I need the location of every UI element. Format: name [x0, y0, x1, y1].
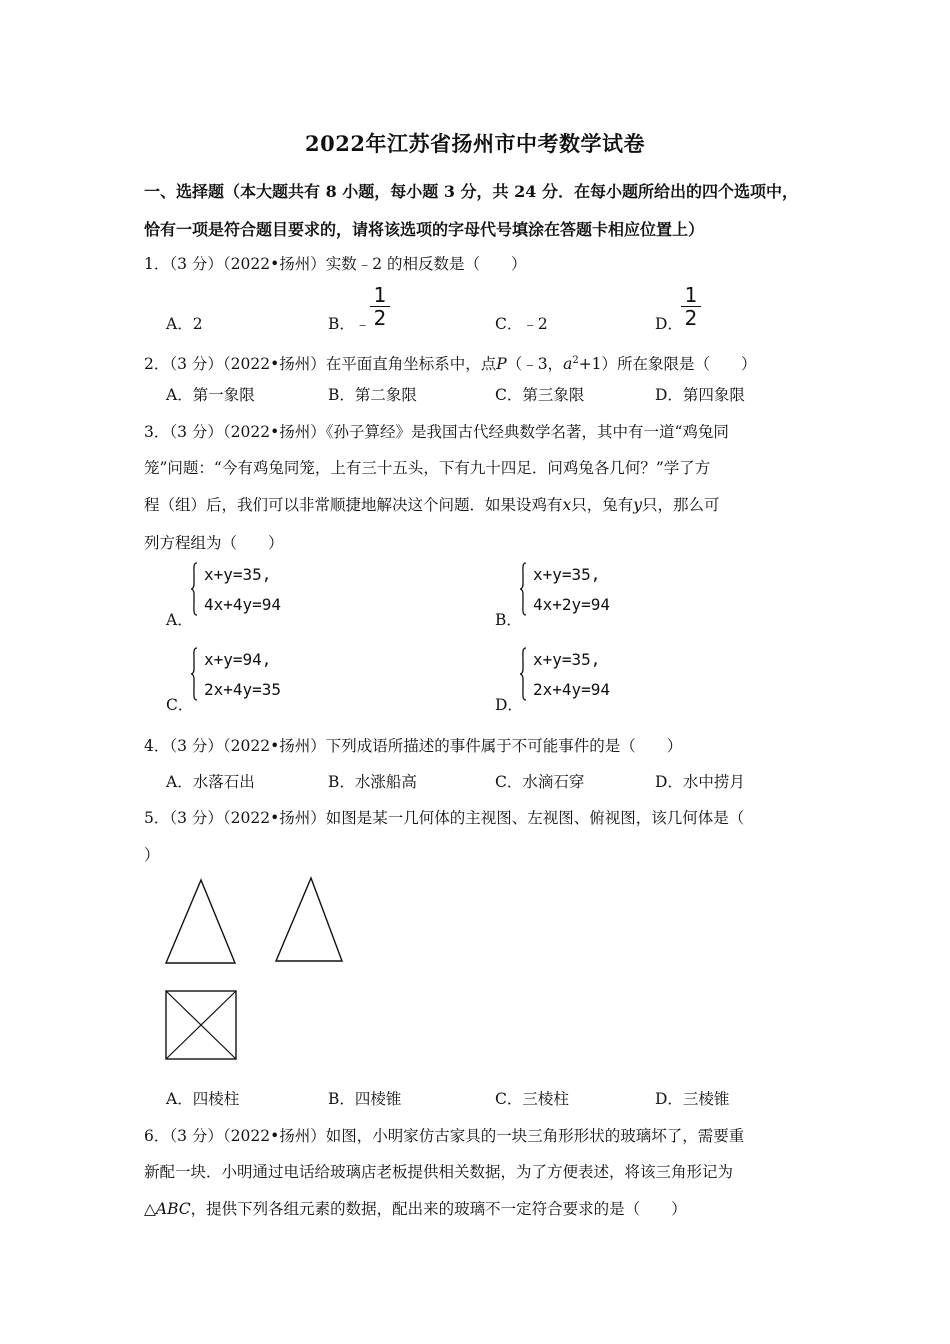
q3-option-a-label: A． [166, 611, 193, 629]
q1-b-denominator: 2 [373, 306, 387, 330]
q6-line-3 [144, 1197, 687, 1221]
q5-line-2: ） [144, 846, 160, 864]
q5-option-b: B．四棱锥 [328, 1090, 402, 1108]
q3-line-3-pre: 程（组）后，我们可以非常顺捷地解决这个问题．如果设鸡有 [144, 496, 563, 514]
q3-c-eq1: x+y=94, [204, 650, 272, 669]
q4-option-c: C．水滴石穿 [495, 773, 585, 791]
q1-d-numerator: 1 [684, 283, 698, 307]
q3-d-eq2: 2x+4y=94 [533, 680, 611, 699]
q1-option-c: C．﹣2 [495, 315, 548, 333]
left-brace-icon [519, 562, 527, 616]
q3-line-3 [144, 493, 720, 517]
front-view-triangle [164, 878, 238, 966]
q2-var-p: P [496, 355, 507, 374]
q3-option-d-label: D． [495, 696, 523, 714]
q3-c-eq2: 2x+4y=35 [204, 680, 282, 699]
q6-var-abc: ABC [155, 1200, 191, 1218]
q2-stem [144, 349, 757, 376]
q1-b-numerator: 1 [373, 283, 387, 307]
section-heading-line-1: 一、选择题（本大题共有 8 小题，每小题 3 分，共 24 分．在每小题所给出的四个选项中， [144, 182, 798, 201]
q3-line-3-post: 只，那么可 [642, 496, 720, 514]
section-heading-line-2: 恰有一项是符合题目要求的，请将该选项的字母代号填涂在答题卡相应位置上） [144, 220, 705, 239]
q1-stem: 1．（3 分）（2022•扬州）实数﹣2 的相反数是（ ） [144, 255, 527, 273]
q1-option-d-fraction [681, 284, 701, 329]
q3-var-x: x [562, 496, 572, 514]
q3-option-b-system [519, 560, 610, 620]
q3-line-4: 列方程组为（ ） [144, 534, 284, 552]
q1-d-denominator: 2 [684, 306, 698, 330]
q3-line-2: 笼”问题：“今有鸡兔同笼，上有三十五头，下有九十四足．问鸡兔各几何？”学了方 [144, 459, 711, 477]
top-view-square [164, 989, 238, 1061]
q3-option-c-system [190, 645, 281, 705]
q3-b-eq1: x+y=35, [533, 565, 601, 584]
q3-d-eq1: x+y=35, [533, 650, 601, 669]
left-brace-icon [190, 647, 198, 701]
q3-a-eq1: x+y=35, [204, 565, 272, 584]
side-view-triangle [273, 876, 345, 964]
q1-option-d-label: D． [655, 315, 683, 333]
q5-option-c: C．三棱柱 [495, 1090, 569, 1108]
triangle-symbol: △ [144, 1200, 156, 1218]
q4-stem: 4．（3 分）（2022•扬州）下列成语所描述的事件属于不可能事件的是（ ） [144, 737, 683, 755]
q2-stem-pre: 2．（3 分）（2022•扬州）在平面直角坐标系中，点 [144, 355, 497, 374]
q6-line-3-post: ，提供下列各组元素的数据，配出来的玻璃不一定符合要求的是（ ） [190, 1200, 687, 1218]
q4-option-b: B．水涨船高 [328, 773, 417, 791]
q1-option-b-fraction [370, 284, 390, 329]
q5-line-1: 5．（3 分）（2022•扬州）如图是某一几何体的主视图、左视图、俯视图，该几何体是（ [144, 809, 745, 827]
q3-option-d-system [519, 645, 610, 705]
q5-option-a: A．四棱柱 [166, 1090, 240, 1108]
q6-line-1: 6．（3 分）（2022•扬州）如图，小明家仿古家具的一块三角形形状的玻璃坏了，需要重 [144, 1127, 745, 1145]
q2-option-b: B．第二象限 [328, 386, 417, 404]
left-brace-icon [190, 562, 198, 616]
q3-line-1: 3．（3 分）（2022•扬州）《孙子算经》是我国古代经典数学名著，其中有一道“鸡兔同 [144, 423, 729, 441]
q3-option-a-system [190, 560, 281, 620]
page-title: 2022年江苏省扬州市中考数学试卷 [305, 131, 645, 156]
q3-option-b-label: B． [495, 611, 522, 629]
q2-stem-post: +1）所在象限是（ ） [578, 355, 757, 374]
q3-line-3-mid: 只，兔有 [571, 496, 634, 514]
q2-option-d: D．第四象限 [655, 386, 745, 404]
q2-var-a: a [563, 355, 573, 374]
q2-option-c: C．第三象限 [495, 386, 585, 404]
q3-var-y: y [633, 496, 643, 514]
q4-option-a: A．水落石出 [166, 773, 255, 791]
q1-option-b-label: B．﹣ [328, 315, 371, 333]
q6-line-2: 新配一块．小明通过电话给玻璃店老板提供相关数据，为了方便表述，将该三角形记为 [144, 1163, 734, 1181]
q4-option-d: D．水中捞月 [655, 773, 745, 791]
q5-option-d: D．三棱锥 [655, 1090, 730, 1108]
q2-exponent: 2 [572, 355, 579, 366]
q3-b-eq2: 4x+2y=94 [533, 595, 611, 614]
left-brace-icon [519, 647, 527, 701]
q2-stem-mid: （﹣3， [506, 355, 564, 374]
q3-option-c-label: C． [166, 696, 194, 714]
q3-a-eq2: 4x+4y=94 [204, 595, 282, 614]
q2-option-a: A．第一象限 [166, 386, 255, 404]
q1-option-a: A．2 [166, 315, 203, 333]
